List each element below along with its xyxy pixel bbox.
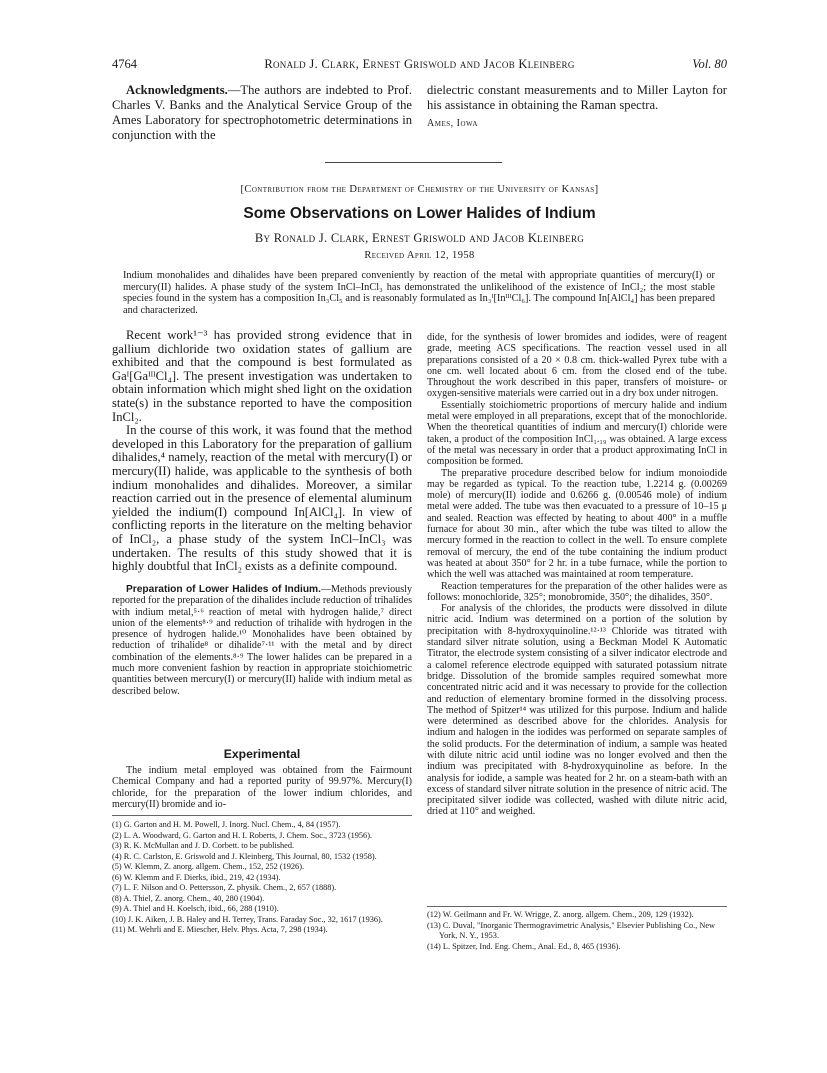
intro-paragraph-2: In the course of this work, it was found that the method developed in this Laboratory for the preparation of gallium dihalides,⁴ namely, reaction of the metal with mercury(I) or mercury(II) halide, was applicable to the synthesis of both indium monohalides and dihalides. Moreover, a similar reaction carried out in the presence of elemental aluminum yielded the indium(I) compound In[AlCl₄]. In view of conflicting reports in the literature on the melting behavior of InCl₂, a phase study of the system InCl–InCl₃ was undertaken. The results of this study showed that it is highly doubtful that InCl₂ exists as a definite compound. <box>112 423 412 574</box>
ack-text-right: dielectric constant measurements and to Miller Layton for his assistance in obtaining the Raman spectra. <box>427 83 727 112</box>
previous-article-acknowledgments <box>112 83 412 143</box>
ack-heading: Acknowledgments. <box>126 83 228 97</box>
right-paragraph-1: dide, for the synthesis of lower bromides and iodides, were of reagent grade, meeting ACS specifications. The reaction vessel used in all preparations consisted of a 20 × 0.8 cm. thick-walled Pyrex tube with a one cm. well located about 6 cm. from the closed end of the tube. Throughout the work described in this paper, transfers of moisture- or oxygen-sensitive materials were carried out in a dry box under nitrogen. <box>427 332 727 400</box>
footnote: (4) R. C. Carlston, E. Griswold and J. Kleinberg, This Journal, 80, 1532 (1958). <box>112 851 377 861</box>
footnote: (10) J. K. Aiken, J. B. Haley and H. Terrey, Trans. Faraday Soc., 32, 1617 (1936). <box>112 914 383 924</box>
footnote: (14) L. Spitzer, Ind. Eng. Chem., Anal. Ed., 8, 465 (1936). <box>427 941 621 951</box>
received-date: Received April 12, 1958 <box>364 250 475 261</box>
volume-label: Vol. 80 <box>692 57 727 71</box>
page-number: 4764 <box>112 57 137 71</box>
footnote-rule-right <box>427 906 727 907</box>
abstract: Indium monohalides and dihalides have been prepared conveniently by reaction of the metal with appropriate quantities of mercury(I) or mercury(II) halides. A phase study of the system InCl–InCl₃ has demonstrated the unlikelihood of the existence of InCl₂; the most stable species found in the system has a composition In₃Cl₅ and is reasonably formulated as In₃ᴵ[InᴵᴵᴵCl₆]. The compound In[AlCl₄] has been prepared and characterized. <box>123 270 715 316</box>
footnote: (11) M. Wehrli and E. Miescher, Helv. Phys. Acta, 7, 298 (1934). <box>112 925 328 934</box>
previous-article-continuation <box>427 83 727 131</box>
intro-paragraph-1: Recent work¹⁻³ has provided strong evidence that in gallium dichloride two oxidation states of gallium are exhibited and that the compound is best formulated as Gaᴵ[GaᴵᴵᴵCl₄]. The present investigation was undertaken to obtain information which might shed light on the oxidation state(s) in the substance reported to have the composition InCl₂. <box>112 328 412 424</box>
prep-text: —Methods previously reported for the preparation of the dihalides include reduction of trihalides with indium metal,⁵·⁶ reaction of metal with hydrogen halide,⁷ direct union of the elements⁸·⁹ and reduction of trihalide with hydrogen in the presence of hydrogen halide.¹⁰ Monohalides have been obtained by reduction of trihalide⁸ or dihalide⁷·¹¹ with the metal and by direct combination of the elements.⁸·⁹ The lower halides can be prepared in a much more convenient fashion by reaction in appropriate stoichiometric quantities between mercury(I) or mercury(II) halide with indium metal as described below. <box>112 584 412 697</box>
footnote: (6) W. Klemm and F. Dierks, ibid., 219, 42 (1934). <box>112 872 281 882</box>
prep-heading: Preparation of Lower Halides of Indium. <box>126 584 321 595</box>
right-column-experimental <box>427 332 727 818</box>
footnote: (7) L. F. Nilson and O. Pettersson, Z. physik. Chem., 2, 657 (1888). <box>112 883 337 892</box>
footnote: (3) R. K. McMullan and J. D. Corbett. to be published. <box>112 841 295 850</box>
right-paragraph-3: The preparative procedure described below for indium monoiodide may be regarded as typical. To the reaction tube, 1.2214 g. (0.00269 mole) of mercury(II) iodide and 0.6266 g. (0.00546 mole) of indium metal were added. The tube was then evacuated to a pressure of 10–15 μ and sealed. Reaction was effected by heating to about 400° in a muffle furnace for about 30 min., after which the tube was tilted to allow the mercury formed in the reaction to collect in the well. To ensure complete removal of mercury, the end of the tube containing the indium product was heated at about 350° for 2 hr. in a tube furnace, while the portion to which the well was attached was maintained at room temperature. <box>427 467 727 581</box>
right-paragraph-2: Essentially stoichiometric proportions of mercury halide and indium metal were employed in all preparations, except that of the monochloride. When the theoretical quantities of indium and mercury(I) chloride were taken, a product of the composition InCl₁.₁₉ was obtained. A large excess of the metal was necessary in order that a product approximating InCl in composition be formed. <box>427 399 727 468</box>
preparation-section <box>112 584 412 697</box>
footnote: (9) A. Thiel and H. Koelsch, ibid., 66, 288 (1910). <box>112 904 279 913</box>
footnote: (12) W. Geilmann and Fr. W. Wrigge, Z. anorg. allgem. Chem., 209, 129 (1932). <box>427 910 694 919</box>
footnote: (13) C. Duval, "Inorganic Thermogravimetric Analysis," Elsevier Publishing Co., New York, N. Y., 1953. <box>427 920 716 940</box>
place-line: Ames, Iowa <box>427 118 478 129</box>
article-divider <box>325 162 502 163</box>
right-paragraph-5: For analysis of the chlorides, the products were dissolved in dilute nitric acid. Indium was determined on a portion of the solution by precipitation with 8-hydroxyquinoline.¹²·¹³ Chloride was titrated with standard silver nitrate solution, using a Beckman Model K Automatic Titrator, the electrode system consisting of a silver indicator electrode and a calomel reference electrode equipped with saturated potassium nitrate bridge. Dissolution of the bromide samples required somewhat more concentrated nitric acid and it was necessary to provide for the collection and reduction of elementary bromine formed in the dissolving process. The method of Spitzer¹⁴ was utilized for this purpose. Indium and halide were determined as described above for the chlorides. Analysis for indium and halogen in the iodides was performed on separate samples of the solid products. For the determination of indium, a sample was heated with dilute nitric acid until iodine was no longer evolved and then the indium was precipitated with 8-hydroxyquinoline as before. In the analysis for iodide, a sample was heated for 2 hr. on a steam-bath with an excess of standard silver nitrate solution in the presence of nitric acid. The precipitated silver iodide was collected, washed with dilute nitric acid, dried at 110° and weighed. <box>427 603 728 818</box>
running-title: Ronald J. Clark, Ernest Griswold and Jacob Kleinberg <box>264 57 575 71</box>
experimental-paragraph: The indium metal employed was obtained from the Fairmount Chemical Company and had a reported purity of 99.97%. Mercury(I) chloride, for the preparation of the lower indium chlorides, and mercury(II) bromide and io- <box>112 765 412 810</box>
introduction <box>112 329 412 574</box>
footnote: (2) L. A. Woodward, G. Garton and H. I. Roberts, J. Chem. Soc., 3723 (1956). <box>112 830 373 840</box>
ack-text-left: —The authors are indebted to Prof. Charles V. Banks and the Analytical Service Group of the Ames Laboratory for spectrophotometric determinations in conjunction with the <box>112 83 412 142</box>
right-paragraph-4: Reaction temperatures for the preparation of the other halides were as follows: monochloride, 325°; monobromide, 350°; the dihalides, 350°. <box>427 580 727 603</box>
footnote: (5) W. Klemm, Z. anorg. allgem. Chem., 152, 252 (1926). <box>112 862 305 871</box>
footnote: (8) A. Thiel, Z. anorg. Chem., 40, 280 (1904). <box>112 893 265 903</box>
footnote-rule-left <box>112 815 412 816</box>
footnotes-right <box>427 910 727 952</box>
experimental-text <box>112 765 412 810</box>
running-header <box>112 56 727 72</box>
article-title: Some Observations on Lower Halides of Indium <box>243 205 596 222</box>
footnotes-left <box>112 820 412 936</box>
experimental-heading: Experimental <box>223 747 301 761</box>
contribution-line: [Contribution from the Department of Chemistry of the University of Kansas] <box>240 184 599 195</box>
footnote: (1) G. Garton and H. M. Powell, J. Inorg. Nucl. Chem., 4, 84 (1957). <box>112 820 341 829</box>
author-byline: By Ronald J. Clark, Ernest Griswold and Jacob Kleinberg <box>254 231 585 245</box>
